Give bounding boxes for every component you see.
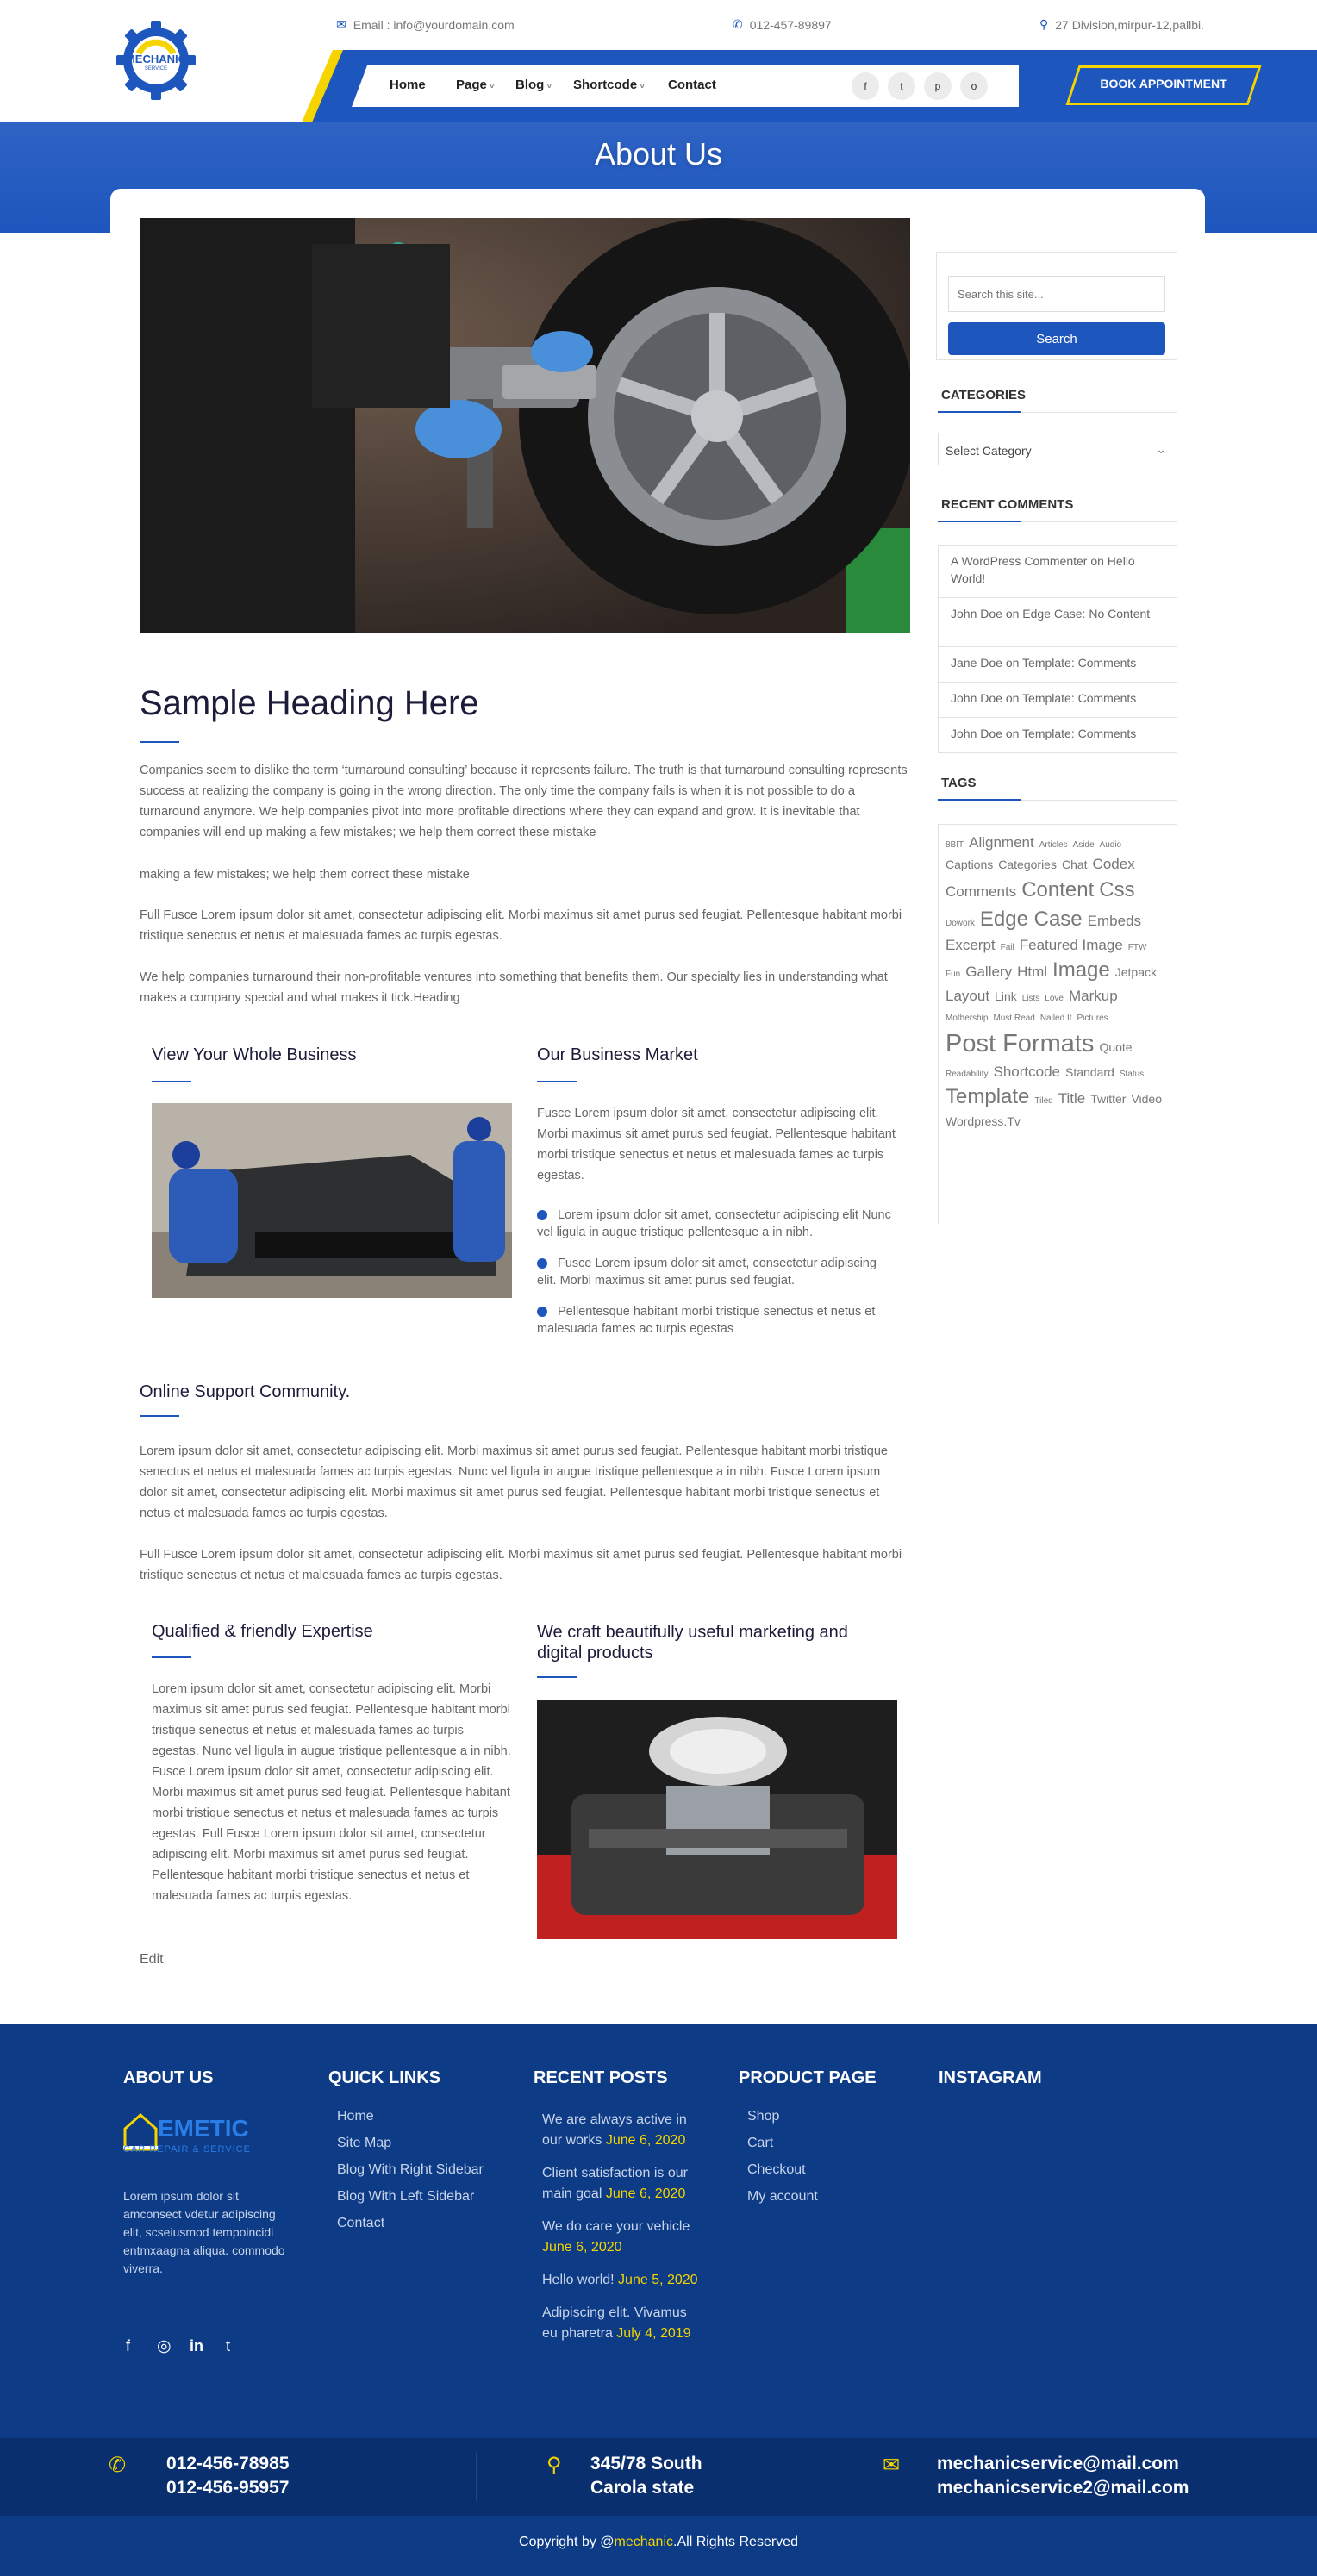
chevron-down-icon: ⌄ (1156, 442, 1166, 456)
footer-quick-links-heading: QUICK LINKS (328, 2068, 440, 2087)
divider (476, 2453, 477, 2501)
bullet-dot (537, 1210, 547, 1220)
tag-link[interactable]: Content (1021, 877, 1095, 901)
tag-link[interactable]: Post Formats (946, 1029, 1095, 1057)
header-address: ⚲ 27 Division,mirpur-12,pallbi. (1039, 17, 1205, 32)
footer-instagram-heading: INSTAGRAM (939, 2068, 1042, 2087)
engine-image (537, 1700, 897, 1939)
tag-link[interactable]: Codex (1092, 856, 1135, 873)
craft-underline (537, 1676, 577, 1678)
footer-about-text: Lorem ipsum dolor sit amconsect vdetur adipiscing elit, scseiusmod tempoincidi entmxaagna aliqua. commodo viverra. (123, 2189, 285, 2275)
support-underline (140, 1415, 179, 1417)
quick-link[interactable]: Home (337, 2109, 374, 2124)
tag-link[interactable]: Jetpack (1114, 964, 1157, 979)
tags-heading: TAGS (941, 776, 977, 790)
footer-logo (123, 2110, 261, 2158)
tag-link[interactable]: Fail (1000, 942, 1014, 952)
product-link[interactable]: Shop (747, 2109, 780, 2124)
tag-link[interactable]: Mothership (946, 1014, 989, 1023)
footer-brand: EMETIC (158, 2115, 249, 2142)
chevron-down-icon: ˅ (546, 82, 552, 91)
quick-link[interactable]: Contact (337, 2216, 385, 2230)
edit-link[interactable]: Edit (140, 1952, 164, 1967)
tag-link[interactable]: Alignment (969, 834, 1034, 851)
bullet-dot (537, 1307, 547, 1317)
search-button[interactable]: Search (948, 322, 1165, 355)
tag-link[interactable]: Pictures (1077, 1014, 1108, 1023)
tag-link[interactable]: Excerpt (946, 936, 996, 953)
tag-cloud (938, 824, 1177, 1224)
tag-link[interactable]: Comments (946, 883, 1017, 900)
craft-title: We craft beautifully useful marketing and digital products (537, 1623, 848, 1662)
nav-home[interactable]: Home (390, 78, 426, 92)
logo-text: MECHANIC (125, 53, 187, 65)
tag-link[interactable]: Tiled (1034, 1096, 1053, 1106)
tag-link[interactable]: Articles (1039, 840, 1068, 850)
page-title: About Us (594, 136, 723, 172)
tag-link[interactable]: Readability (946, 1069, 989, 1079)
categories-underline (938, 411, 1021, 413)
tag-link[interactable]: Image (1052, 957, 1110, 982)
bullet-item: Pellentesque habitant morbi tristique senectus et netus et malesuada fames ac turpis egestas (537, 1305, 876, 1336)
tag-link[interactable]: Html (1017, 963, 1048, 980)
col1-underline (152, 1081, 191, 1082)
bullet-dot (537, 1258, 547, 1269)
nav-blog[interactable]: Blog ˅ (515, 78, 552, 92)
tag-link[interactable]: Lists (1021, 993, 1040, 1003)
phone-icon: ✆ (733, 17, 743, 31)
tag-link[interactable]: Nailed It (1039, 1014, 1072, 1023)
tag-link[interactable]: 8BIT (946, 840, 964, 850)
col2-underline (537, 1081, 577, 1082)
paragraph-2: making a few mistakes; we help them correct these mistake (140, 868, 470, 882)
comment-item[interactable]: John Doe on Template: Comments (938, 682, 1177, 718)
support-paragraph-2: Full Fusce Lorem ipsum dolor sit amet, consectetur adipiscing elit. Morbi maximus sit amet purus sed feugiat. Pellentesque habitant morbi tristique senectus et netus et malesuada fames ac turpis egestas. (140, 1548, 902, 1582)
tag-link[interactable]: Edge Case (979, 907, 1083, 931)
nav-contact[interactable]: Contact (668, 78, 716, 92)
category-select[interactable]: Select Category ⌄ (938, 433, 1177, 465)
tag-link[interactable]: Gallery (965, 963, 1013, 980)
tag-link[interactable]: Chat (1061, 858, 1088, 872)
tag-link[interactable]: Twitter (1090, 1092, 1127, 1106)
quick-link[interactable]: Blog With Left Sidebar (337, 2189, 475, 2204)
tag-link[interactable]: Status (1119, 1069, 1145, 1079)
paragraph-4: We help companies turnaround their non-profitable ventures into something that benefits them. Our specialty lies in understanding what makes a company special and what makes it tick.Heading (140, 970, 888, 1005)
tag-link[interactable]: Template (946, 1085, 1030, 1108)
tag-link[interactable]: Love (1045, 993, 1064, 1003)
qualified-underline (152, 1656, 191, 1658)
footer-linkedin-icon[interactable]: in (190, 2337, 203, 2355)
footer-about-heading: ABOUT US (123, 2068, 214, 2087)
tag-link[interactable]: Title (1058, 1090, 1086, 1107)
header-phone[interactable]: ✆ 012-457-89897 (733, 17, 832, 32)
phone-icon: ✆ (109, 2454, 127, 2477)
chevron-down-icon: ˅ (640, 82, 646, 91)
footer-twitter-icon[interactable]: t (226, 2337, 231, 2355)
tag-link[interactable]: Audio (1099, 840, 1122, 850)
tag-link[interactable]: Aside (1072, 840, 1095, 850)
tag-link[interactable]: Video (1131, 1092, 1162, 1106)
comment-item[interactable]: John Doe on Edge Case: No Content (938, 597, 1177, 647)
intro-paragraph: Companies seem to dislike the term ‘turnaround consulting’ because it represents failure. The truth is that turnaround consulting represents success at realizing the company is going in the wrong direction. The only time the company fails is when it is not possible to do a turnaround anymore. We help companies pivot into more profitable directions where they can expand and grow. It is inevitable that companies will end up making a few mistakes; we help them correct these mistake (140, 764, 908, 839)
recent-post[interactable]: Hello world! June 5, 2020 (542, 2273, 698, 2287)
tag-link[interactable]: Layout (946, 987, 990, 1004)
categories-heading: CATEGORIES (941, 388, 1027, 402)
tag-link[interactable]: Dowork (946, 918, 975, 928)
tag-link[interactable]: Categories (998, 858, 1057, 872)
contact-address: 345/78 South Carola state (590, 2454, 702, 2498)
instagram-icon[interactable]: o (960, 72, 988, 100)
mail-icon: ✉ (336, 17, 346, 31)
tag-link[interactable]: Shortcode (993, 1063, 1060, 1080)
pinterest-icon[interactable]: p (924, 72, 952, 100)
tag-link[interactable]: Standard (1064, 1064, 1114, 1079)
nav-page[interactable]: Page ˅ (456, 78, 495, 92)
tags-underline (938, 799, 1021, 801)
tag-link[interactable]: Wordpress.Tv (946, 1114, 1021, 1128)
footer-instagram-icon[interactable]: ◎ (157, 2337, 172, 2355)
recent-post[interactable]: We are always active in our works June 6, 2020 (542, 2112, 687, 2148)
footer-product-heading: PRODUCT PAGE (739, 2068, 877, 2087)
tag-link[interactable]: Css (1099, 877, 1135, 901)
tag-link[interactable]: Featured Image (1019, 936, 1123, 953)
comment-item[interactable]: John Doe on Template: Comments (938, 717, 1177, 753)
section-heading: Sample Heading Here (140, 684, 479, 722)
tag-link[interactable]: Quote (1099, 1039, 1133, 1054)
product-link[interactable]: Checkout (747, 2162, 806, 2177)
support-title: Online Support Community. (140, 1382, 351, 1401)
heading-underline (140, 741, 179, 743)
col2-title: Our Business Market (537, 1045, 698, 1064)
quick-link[interactable]: Site Map (337, 2136, 392, 2150)
logo-subtext: SERVICE (144, 66, 168, 72)
tag-link[interactable]: Captions (946, 858, 994, 872)
qualified-text: Lorem ipsum dolor sit amet, consectetur adipiscing elit. Morbi maximus sit amet purus sed feugiat. Pellentesque habitant morbi tristique senectus et netus et malesuada fames ac turpis egestas. Nunc vel ligula in augue tristique pellentesque a in nibh. Fusce Lorem ipsum dolor sit amet, consectetur adipiscing elit. Morbi maximus sit amet purus sed feugiat. Pellentesque habitant morbi tristique senectus et netus et malesuada fames ac turpis egestas. Full Fusce Lorem ipsum dolor sit amet, consectetur adipiscing elit. Morbi maximus sit amet purus sed feugiat. Pellentesque habitant morbi tristique senectus et netus et malesuada fames ac turpis egestas. (152, 1682, 511, 1903)
recent-post[interactable]: Adipiscing elit. Vivamus eu pharetra July 4, 2019 (542, 2305, 691, 2341)
support-paragraph-1: Lorem ipsum dolor sit amet, consectetur adipiscing elit. Morbi maximus sit amet purus sed feugiat. Pellentesque habitant morbi tristique senectus et netus et malesuada fames ac turpis egestas. Nunc vel ligula in augue tristique pellentesque a in nibh. Fusce Lorem ipsum dolor sit amet, consectetur adipiscing elit. Morbi maximus sit amet purus sed feugiat. Pellentesque habitant morbi tristique senectus et netus et malesuada fames ac turpis egestas. (140, 1444, 888, 1520)
header-email[interactable]: ✉ Email : info@yourdomain.com (336, 17, 515, 32)
location-pin-icon: ⚲ (546, 2454, 562, 2477)
twitter-icon[interactable]: t (888, 72, 915, 100)
col1-title: View Your Whole Business (152, 1045, 357, 1064)
mail-icon: ✉ (883, 2454, 901, 2477)
comment-item[interactable]: A WordPress Commenter on Hello World! (938, 545, 1177, 598)
recent-post[interactable]: We do care your vehicle June 6, 2020 (542, 2219, 690, 2255)
tag-link[interactable]: Markup (1068, 987, 1118, 1004)
product-link[interactable]: Cart (747, 2136, 774, 2150)
book-appointment-label[interactable]: BOOK APPOINTMENT (1100, 77, 1227, 90)
qualified-title: Qualified & friendly Expertise (152, 1622, 373, 1641)
footer-recent-posts-heading: RECENT POSTS (534, 2068, 668, 2087)
recent-comments-underline (938, 521, 1021, 522)
tag-link[interactable]: FTW (1127, 942, 1147, 952)
col2-text: Fusce Lorem ipsum dolor sit amet, consectetur adipiscing elit. Morbi maximus sit amet purus sed feugiat. Pellentesque habitant morbi tristique senectus et netus et malesuada fames ac turpis egestas. (537, 1107, 896, 1182)
mechanics-at-car-image (152, 1103, 512, 1298)
footer-brand-sub: CAR REPAIR & SERVICE (123, 2144, 251, 2155)
bullet-item: Fusce Lorem ipsum dolor sit amet, consectetur adipiscing elit. Morbi maximus sit amet purus sed feugiat. (537, 1257, 877, 1288)
nav-shortcode[interactable]: Shortcode ˅ (573, 78, 646, 92)
bullet-item: Lorem ipsum dolor sit amet, consectetur adipiscing elit Nunc vel ligula in augue tristique pellentesque a in nibh. (537, 1208, 891, 1239)
quick-link[interactable]: Blog With Right Sidebar (337, 2162, 484, 2177)
contact-email[interactable]: mechanicservice@mail.com mechanicservice2@mail.com (937, 2454, 1189, 2498)
search-input[interactable] (948, 276, 1165, 312)
comment-item[interactable]: Jane Doe on Template: Comments (938, 646, 1177, 683)
tag-link[interactable]: Fun (946, 969, 961, 979)
product-link[interactable]: My account (747, 2189, 818, 2204)
location-pin-icon: ⚲ (1039, 17, 1049, 31)
copyright: Copyright by @mechanic.All Rights Reserved (0, 2516, 1317, 2576)
footer-facebook-icon[interactable]: f (126, 2337, 131, 2355)
hero-image-tire-change (140, 218, 910, 633)
facebook-icon[interactable]: f (852, 72, 879, 100)
paragraph-3: Full Fusce Lorem ipsum dolor sit amet, consectetur adipiscing elit. Morbi maximus sit amet purus sed feugiat. Pellentesque habitant morbi tristique senectus et netus et malesuada fames ac turpis egestas. (140, 908, 902, 943)
chevron-down-icon: ˅ (489, 82, 495, 91)
recent-post[interactable]: Client satisfaction is our main goal June 6, 2020 (542, 2166, 688, 2201)
tag-link[interactable]: Link (995, 989, 1017, 1003)
tag-link[interactable]: Embeds (1087, 912, 1142, 929)
contact-phone[interactable]: 012-456-78985 012-456-95957 (166, 2454, 290, 2498)
recent-comments-heading: RECENT COMMENTS (941, 497, 1074, 512)
tag-link[interactable]: Must Read (993, 1014, 1035, 1023)
